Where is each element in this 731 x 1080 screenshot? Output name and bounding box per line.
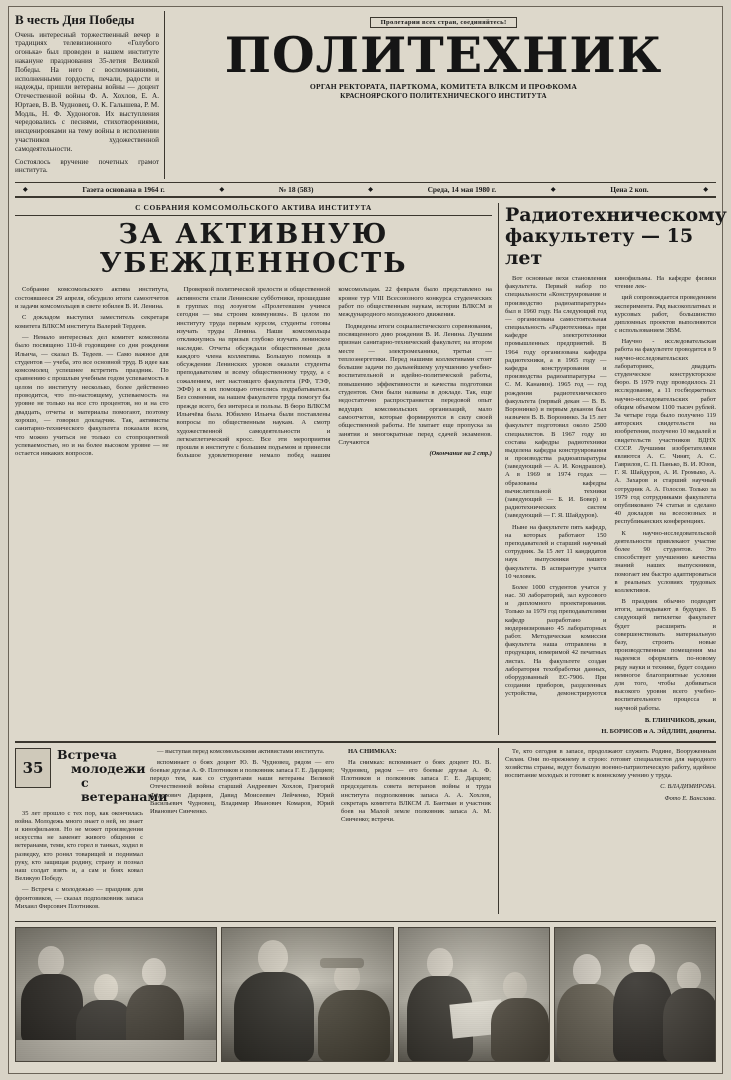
issue-price: Цена 2 коп. [610,185,649,195]
lead-p4: Проверкой политической зрелости и общественной активности стали Ленинские субботники, прошедшие в группах под лозунгом «Пролетевшим учимся сегодня — мы строим коммунизм». В целом по институту труда первым курсом, студенты готовы изучать труды Ленина. Наши комсомольцы откликнулись на призыв глубоко изучать ленинское наследие. Отчеты обсуждали общественные дела каждого члена коллектива. Большую помощь в обсуждении Ленинских уроков оказали студенты преподавателям и всему общественному труду, а с сожалением, нет настоящего факультета (РФ, ТЭФ, ЭФФ) и к их помощью отнеслись подрабатываться. Без сомнения, на нашем факультете труда помогут бы прежде всего, без интереса и пользы. В бюро ВЛКСМ Ильичёва была. Юбилею Ильича были поставлены вопросы по общественным наукам. А смотр художественной самодеятельности и легкоатлетический кросс. Все эти мероприятия прошли в институте с большим подъемом и принесли большое удовлетворение немало побед нашим комсомольцам. 22 февраля было представлено на кровне тур VIII Всесоюзного конкурса студенческих работ по общественным наукам, истории ВЛКСМ и международного молодежного движения. [176,286,492,460]
lead-continuation: (Окончание на 2 стр.) [429,450,492,458]
masthead-subtitle-1: ОРГАН РЕКТОРАТА, ПАРТКОМА, КОМИТЕТА ВЛКСМ И ПРОФКОМА [309,82,578,91]
newspaper-logo: ПОЛИТЕХНИК [224,26,663,84]
paper-sheet [8,6,727,1074]
veterans-badge-row [15,746,168,804]
photo-strip [15,921,716,1062]
lead-body [15,286,492,461]
veterans-photo-credit: Фото Е. Ванслава. [664,794,716,802]
photo-3-content [399,928,550,1061]
issue-bar [15,182,716,198]
issue-number: № 18 (583) [278,185,314,195]
lead-headline-line1: ЗА АКТИВНУЮ [118,219,389,251]
radio-p3: Более 1000 студентов учатся у нас. 30 лабораторий, зал курсового и дипломного проектирования. Только за 1979 год преподавателями кафедр разработано и модернизировано 45 лабораторных работ. Методическая комиссия факультета наша отправлена в продукции, измеримой 42 печатных листах. На факультете создан лаборатория техобработки данных, оборудованный ЕС-7906. При создании приборов, разделенных устройства, демонстрируются кинофильмы. На кафедре физики чтение лек- [505,274,716,698]
photo-4-content [555,928,715,1061]
radio-p7: В праздник обычно подводят итоги, заглядывают в будущее. В следующей пятилетке факультет будет расширять и совершенствовать материальную базу, строить новые производственные помещения мы надеемся оформлять по-новому ряду науки и технике, будет создано немногое благоприятные условия для того, чтобы добиваться высокого уровня всего учебно-воспитательного процесса и научной работы. [614,598,716,712]
radio-p5: Научно - исследовательская работа на факультете проводится в 9 научно-исследовательских лабораториях, двадцать студенческое конструкторское бюро. В 1979 году проводилось 21 исследование, а 11 госбюджетных научно-исследовательских работ общим объемом 1100 тысяч рублей. За четыре года было получено 119 авторских свидетельств на изобретения, получено 10 медалей и свидетельств участников ВДНХ СССР. Лучшими изобретателями являются А. С. Чинят, А. С. Гаврилов, С. П. Панько, В. И. Юзов, Г. Я. Шайдуров, А. И. Громыко, А. А. Захаров и старший научный сотрудник А. А. Голосов. Только за 1979 год сотрудниками факультета опубликовано 74 статьи и сделано 40 докладов на всесоюзных и республиканских конференциях. [614,338,716,526]
veterans-title-line2: молодежи [71,760,146,776]
veterans-title-line3: с ветеранами [81,774,168,804]
veterans-band [15,741,716,914]
lead-p3: — Немало интересных дел комитет комсомола было посвящено 110-й годовщине со дня рождения Ильича, — сказал В. Тедеев. — Само важное для студентов — учеба, это все основной труд. В идее как комсомолец успешнее встретить праздник. По сравнению с прошлым учебным годом успеваемость в целом по институту несколько, более действенно проводится, что по-настоящему, успеваемость на уровне не только на все сто процентов, но и на сто двадцать, отчеты и материалы помогают, поэтому хорошо, — говорил докладчик. Так, активисты санитарно-технического факультета показали всем, что можно учиться не только со стопроцентной успеваемостью, но и на более высоком уровне — не остается никаких вопросов. [15,333,169,458]
victory-day-paragraph-2: Состоялось вручение почетных грамот института. [15,157,159,175]
veterans-column-4 [498,748,716,914]
radio-body [505,275,716,713]
diamond-icon-4: ◆ [550,187,556,194]
diamond-icon: ◆ [23,187,28,194]
radio-signature-1: В. ГЛИНЧИКОВ, декан, [644,716,716,724]
photo-2-content [222,928,393,1061]
veterans-intro [15,746,168,914]
radio-p4: ций сопровождается проведением эксперимента. Ряд высокоплатных и курсовых работ, большинство дипломных проектов выполняются с использованием ЭВМ. [614,294,716,335]
radio-signature-2: Н. БОРИСОВ и А. ЭЙДЛИН, доценты. [601,727,716,735]
radio-faculty-article [498,203,727,735]
lead-p5: Подведены итоги социалистического соревнования, посвященного дню рождения В. И. Ленина. Лучшим признан санитарно-технический факультет, на втором месте — электромеханики, третьи — теплоэнергетики. Перед нашими коллективами стоят большие задачи по дальнейшему улучшению учебно-воспитательной и идейно-политической работы, повышению эффективности и качества подготовки студентов. Они были названы в докладе. Так, еще недостаточно распространяется передовой опыт ведущих комсомольских организаций, мало самоотчетов, которые формируются в силу своей общественной работы. Не хватает еще пропуска за занятия и многократные перед сдачей экзаменов. Случаются [338,322,492,446]
lead-headline-line2: УБЕЖДЕННОСТЬ [99,248,408,280]
issue-date: Среда, 14 мая 1980 г. [427,185,497,195]
diamond-icon-2: ◆ [219,187,225,194]
masthead [15,11,716,179]
lead-p1: Собрание комсомольского актива института, состоявшееся 29 апреля, обсудило итоги самоотчетов и задачи комсомольцев в свете юбилея В. И. Ленина. [15,286,169,311]
photo-veterans-table [15,927,217,1062]
diamond-icon-5: ◆ [703,187,708,194]
veterans-p3: — выступая перед комсомольскими активистами института. [157,747,325,755]
veterans-caption: Те, кто сегодня в запасе, продолжают служить Родине, Вооруженным Силам. Они по-прежнему в строю: готовят специалистов для народного хозяйства страны, ведут большую военно-патриотическую работу, идейное воспитание молодых и готовят к воинскому учению у труда. [505,747,716,780]
issue-founded: Газета основана в 1964 г. [82,185,165,195]
radio-p2: Ныне на факультете пять кафедр, на которых работают 150 преподавателей и старший научный сотрудник. За 15 лет 11 кандидатов наук выпускники нашего факультета. В аспирантуре учатся 10 человек. [505,523,607,580]
veterans-column-2 [150,748,334,914]
victory-day-title: В честь Дня Победы [15,12,135,27]
veterans-p1: 35 лет прошло с тех пор, как окончилась война. Молодежь много знает о ней, но знает и кинофильмов. Но не может произведения искусства не заменят живого общения с ветеранами, теми, кто горел в танках, ходил в разведку, кто ронял товарищей и поднимал руку, кто защищая родину, страну и познал наш солдат взять и, а сам и боях ковал Великую Победу. [15,809,143,883]
radio-p1: Вот основные вехи становления факультета. Первый набор по специальности «Конструирование и производство радиоаппаратуры» был в 1960 году. На следующий год — организована самостоятельная специальность «Радиотехника» при кафедре электротехники промышленных предприятий. В 1964 году организована кафедра радиотехники, а в 1965 году — кафедра конструирования и производства радиоаппаратуры — С. М. Кананин). 1965 год — год рождения радиотехнического факультета (первый декан — В. В. Воронинко) и первым деканом был назначен В. В. Воронинко. За 15 лет факультет подготовил около 2500 специалистов. В 1967 году из состава кафедры радиотехники выделена кафедра конструирования и производства радиоаппаратуры (заведующий — А. И. Кондрашов). А в 1969 и 1974 годах — образованы кафедры вычислительной техники (заведующий — Б. И. Бовер) и радиотехнических систем (заведующий — Г. Я. Шайдуров). [505,274,607,520]
victory-day-paragraph-1: Очень интересный торжественный вечер в традициях телевизионного «Голубого огонька» был проведен в нашем институте накануне празднования 35-летия Великой Победы. На него с воспоминаниями, исполненными гордости, печали, радости и надежды, пришли ветераны войны — доцент Отечественной войны Ф. А. Хохлов, Е. А. Юртаев, В. В. Чудновец, О. К. Галышева, Р. М. Модль, Н. Ф. Худоногов. Их выступления чередовались с песнями, стихотворениями, инсценировками на тему войны в исполнении участников художественной самодеятельности. [15,30,159,153]
veterans-column-3 [341,748,491,914]
lead-article [15,203,492,735]
diamond-icon-3: ◆ [368,187,373,194]
lead-kicker: С СОБРАНИЯ КОМСОМОЛЬСКОГО АКТИВА ИНСТИТУТА [15,203,492,216]
veterans-snimki-text: вспоминает о боях доцент Ю. В. Чудновец, рядом — его боевые друзья А. Ф. Плотников и полковник запаса Г. Е. Дарциев; передо тем, как со студентами наши ветераны Великой Отечественной войны старший Андреевич Хохлов, Григорий Фёдорович Дарциев, Давид Моисеевич Лейченко, Юрий Васильевич Чудновец, Владимир Иванович Комаров, Юрий Иванович Синченко. [150,758,334,815]
photo-speaker-with-paper [398,927,551,1062]
radio-p6: К научно-исследовательской деятельности привлекают участие более 90 студентов. Это способствует улучшению качества знаний наших выпускников, помогает им быстро адаптироваться в реальных условиях трудовых коллективов. [614,529,716,594]
party-slogan: Пролетарии всех стран, соединяйтесь! [370,17,518,28]
lead-p2: С докладом выступил заместитель секретаря комитета ВЛКСМ института Валерий Тердеев. [15,314,169,330]
veterans-intro-text [15,810,143,911]
lead-headline [15,220,492,278]
body-grid [15,203,727,735]
veterans-snimki-header: НА СНИМКАХ: [348,747,397,755]
masthead-left-column [15,11,165,179]
masthead-right [171,11,716,179]
veterans-signature: С. ВЛАДИМИРОВА. [660,783,716,791]
photo-audience-group [554,927,716,1062]
photo-1-content [16,928,216,1061]
anniversary-badge: 35 [15,748,51,788]
veterans-p4: На снимках: вспоминает о боях доцент Ю. В. Чудновец, рядом — его боевые друзья А. Ф. Плотников и полковник запаса Г. Е. Дарциев; председатель совета ветеранов войны и труда института подполковник запаса А. А. Хохлов, секретарь комитета ВЛКСМ Л. Бантман и участник боев на Малой земле полковник запаса А. М. Синченко; встречи. [341,758,491,824]
masthead-subtitle-2: КРАСНОЯРСКОГО ПОЛИТЕХНИЧЕСКОГО ИНСТИТУТА [340,92,547,100]
photo-two-officers [221,927,394,1062]
veterans-title-line1: Встреча [57,746,117,762]
radio-headline: Радиотехническому факультету — 15 лет [505,204,727,269]
veterans-p2: — Встреча с молодежью — праздник для фронтовиков, — сказал подполковник запаса Михаил Фирсович Плотников. [15,886,143,910]
